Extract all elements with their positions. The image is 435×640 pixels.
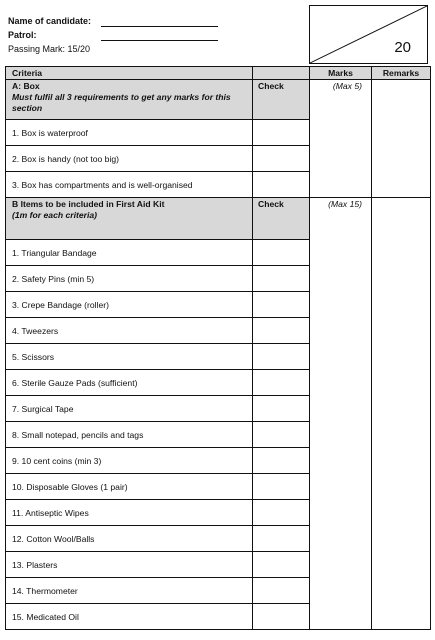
passing-mark: Passing Mark: 15/20 — [8, 44, 91, 54]
check-cell[interactable] — [253, 396, 310, 422]
check-cell[interactable] — [253, 318, 310, 344]
section-a-header — [6, 80, 431, 120]
criteria-item: 3. Crepe Bandage (roller) — [6, 292, 253, 318]
section-b-remarks[interactable] — [372, 198, 431, 630]
check-cell[interactable] — [253, 292, 310, 318]
criteria-item: 11. Antiseptic Wipes — [6, 500, 253, 526]
criteria-item: 15. Medicated Oil — [6, 604, 253, 630]
section-b-title-cell — [6, 198, 253, 240]
criteria-item: 3. Box has compartments and is well-organised — [6, 172, 253, 198]
check-cell[interactable] — [253, 448, 310, 474]
section-b-title: B Items to be included in First Aid Kit — [12, 199, 165, 209]
criteria-item: 7. Surgical Tape — [6, 396, 253, 422]
candidate-name-line[interactable] — [101, 26, 218, 27]
criteria-item: 10. Disposable Gloves (1 pair) — [6, 474, 253, 500]
section-a-remarks[interactable] — [372, 80, 431, 198]
section-b-check-label: Check — [253, 198, 310, 240]
check-cell[interactable] — [253, 172, 310, 198]
check-cell[interactable] — [253, 604, 310, 630]
criteria-item: 1. Box is waterproof — [6, 120, 253, 146]
check-cell[interactable] — [253, 146, 310, 172]
criteria-table — [5, 66, 431, 630]
candidate-name-label: Name of candidate: — [8, 16, 92, 26]
check-cell[interactable] — [253, 120, 310, 146]
patrol-label: Patrol: — [8, 30, 37, 40]
check-cell[interactable] — [253, 500, 310, 526]
criteria-item: 2. Safety Pins (min 5) — [6, 266, 253, 292]
check-cell[interactable] — [253, 240, 310, 266]
check-cell[interactable] — [253, 526, 310, 552]
patrol-line[interactable] — [101, 40, 218, 41]
check-cell[interactable] — [253, 474, 310, 500]
score-total: 20 — [394, 39, 411, 56]
column-header-row — [6, 67, 431, 80]
check-cell[interactable] — [253, 344, 310, 370]
section-a-instruction: Must fulfil all 3 requirements to get any marks for this section — [12, 92, 231, 113]
section-a-check-label: Check — [253, 80, 310, 120]
criteria-item: 5. Scissors — [6, 344, 253, 370]
section-a-marks[interactable]: (Max 5) — [310, 80, 372, 198]
marks-header: Marks — [310, 67, 372, 80]
criteria-item: 8. Small notepad, pencils and tags — [6, 422, 253, 448]
criteria-item: 2. Box is handy (not too big) — [6, 146, 253, 172]
section-a-title-cell — [6, 80, 253, 120]
criteria-item: 14. Thermometer — [6, 578, 253, 604]
section-b-header — [6, 198, 431, 240]
section-b-marks[interactable]: (Max 15) — [310, 198, 372, 630]
criteria-item: 1. Triangular Bandage — [6, 240, 253, 266]
section-b-instruction: (1m for each criteria) — [12, 210, 98, 220]
check-header — [253, 67, 310, 80]
criteria-header: Criteria — [6, 67, 253, 80]
criteria-item: 12. Cotton Wool/Balls — [6, 526, 253, 552]
criteria-item: 6. Sterile Gauze Pads (sufficient) — [6, 370, 253, 396]
check-cell[interactable] — [253, 370, 310, 396]
remarks-header: Remarks — [372, 67, 431, 80]
criteria-item: 9. 10 cent coins (min 3) — [6, 448, 253, 474]
check-cell[interactable] — [253, 266, 310, 292]
section-a-title: A: Box — [12, 81, 40, 91]
check-cell[interactable] — [253, 422, 310, 448]
check-cell[interactable] — [253, 552, 310, 578]
criteria-item: 4. Tweezers — [6, 318, 253, 344]
check-cell[interactable] — [253, 578, 310, 604]
criteria-item: 13. Plasters — [6, 552, 253, 578]
score-box — [309, 5, 428, 64]
